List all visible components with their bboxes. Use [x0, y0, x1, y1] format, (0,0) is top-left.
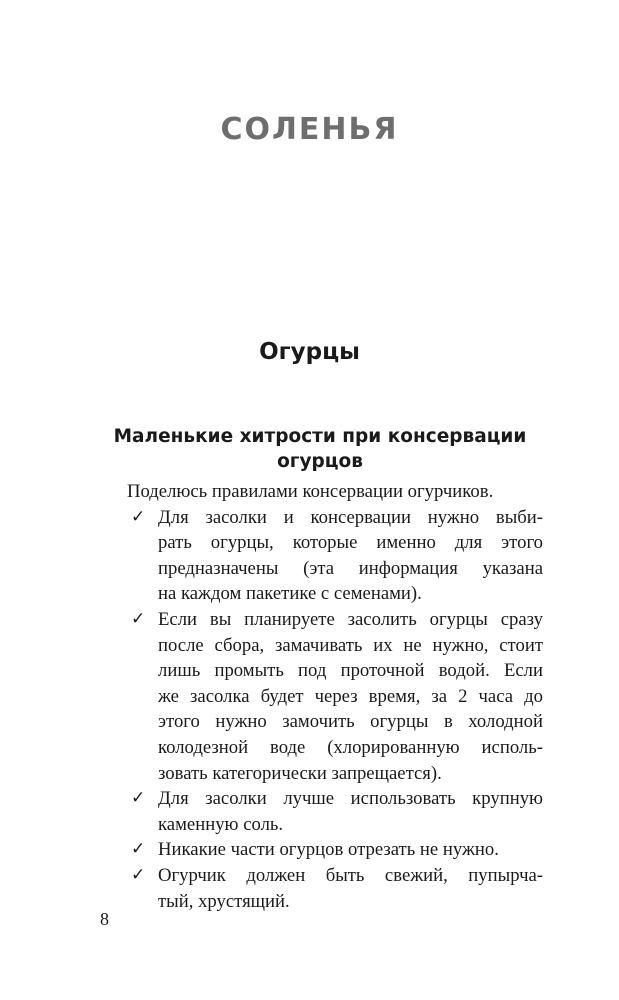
- intro-paragraph: Поделюсь правилами консервации огурчиков.: [127, 481, 494, 502]
- checklist-item: [127, 786, 543, 837]
- subsection-title-line-1: Маленькие хитрости при консервации: [113, 426, 527, 447]
- item-line: тый, хрустящий.: [158, 890, 290, 912]
- checklist: [127, 505, 543, 915]
- item-line: рать огурцы, которые именно для этого: [158, 532, 543, 554]
- item-line: этого нужно замочить огурцы в холодной: [158, 711, 543, 733]
- check-mark-icon: ✓: [131, 839, 146, 860]
- item-line: же засолка будет через время, за 2 часа до: [158, 685, 543, 707]
- subsection-title: [100, 424, 540, 474]
- check-mark-icon: ✓: [131, 608, 146, 629]
- item-line: предназначены (эта информация указана: [158, 557, 543, 579]
- checklist-item: [127, 505, 543, 607]
- subsection-title-line-2: огурцов: [277, 451, 363, 472]
- item-line: колодезной воде (хлорированную исполь-: [158, 736, 543, 758]
- item-line: лишь промыть под проточной водой. Если: [158, 660, 543, 682]
- item-line: Для засолки и консервации нужно выби-: [158, 506, 543, 528]
- item-line: на каждом пакетике с семенами).: [158, 583, 422, 605]
- item-line: зовать категорически запрещается).: [158, 762, 442, 784]
- check-mark-icon: ✓: [131, 788, 146, 809]
- checklist-item: [127, 863, 543, 914]
- chapter-title: СОЛЕНЬЯ: [220, 112, 399, 147]
- item-line: Если вы планируете засолить огурцы сразу: [158, 608, 543, 630]
- checklist-item: [127, 837, 543, 863]
- item-line: Для засолки лучше использовать крупную: [158, 788, 543, 810]
- checklist-item: [127, 607, 543, 786]
- page-number: 8: [100, 909, 109, 929]
- check-mark-icon: ✓: [131, 506, 146, 527]
- item-line: после сбора, замачивать их не нужно, стоит: [158, 634, 543, 656]
- check-mark-icon: ✓: [131, 864, 146, 885]
- body-text: [127, 479, 543, 914]
- section-title: Огурцы: [259, 339, 360, 365]
- item-line: каменную соль.: [158, 813, 284, 835]
- item-line: Огурчик должен быть свежий, пупырча-: [158, 864, 543, 886]
- item-line: Никакие части огурцов отрезать не нужно.: [158, 839, 499, 861]
